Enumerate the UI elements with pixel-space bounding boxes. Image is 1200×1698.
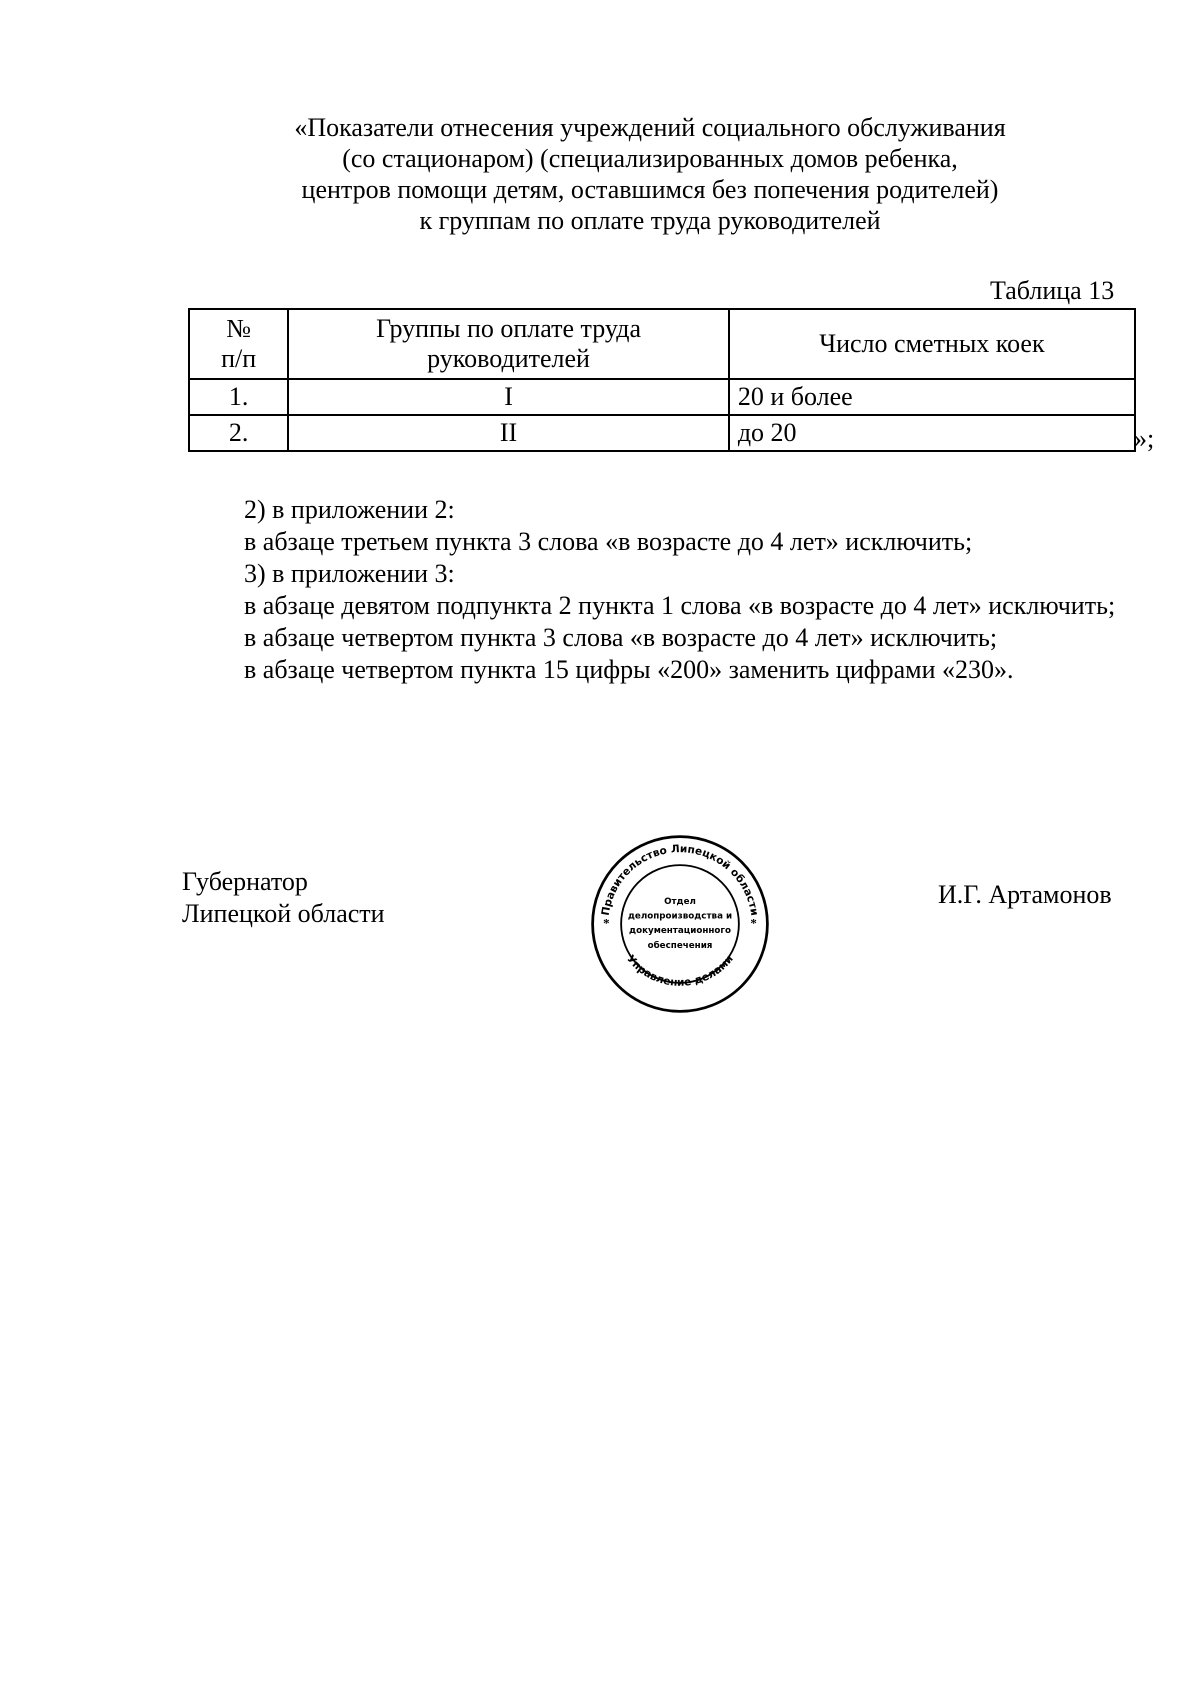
cell-number: 2. xyxy=(189,415,288,451)
stamp-center-line: делопроизводства и xyxy=(627,911,733,922)
paragraph: в абзаце третьем пункта 3 слова «в возрасте до 4 лет» исключить; xyxy=(244,527,973,556)
stamp-ring-text: Правительство Липецкой области xyxy=(599,843,761,917)
header-number xyxy=(189,309,288,379)
table-header-row xyxy=(189,309,1135,379)
paragraph: в абзаце четвертом пункта 15 цифры «200» заменить цифрами «230». xyxy=(244,655,1014,684)
title-line: к группам по оплате труда руководителей xyxy=(419,206,881,235)
header-beds-text: Число сметных коек xyxy=(819,329,1045,358)
stamp-center-line: обеспечения xyxy=(647,940,713,951)
document-title xyxy=(150,112,1150,236)
cell-group: I xyxy=(288,379,729,415)
cell-group: II xyxy=(288,415,729,451)
table-caption: Таблица 13 xyxy=(990,276,1115,305)
header-beds xyxy=(729,309,1135,379)
header-group xyxy=(288,309,729,379)
cell-number: 1. xyxy=(189,379,288,415)
paragraph: в абзаце девятом подпункта 2 пункта 1 слова «в возрасте до 4 лет» исключить; xyxy=(244,591,1116,620)
stamp-center xyxy=(628,897,732,951)
signer-position-line: Губернатор xyxy=(182,867,308,896)
paragraph: 3) в приложении 3: xyxy=(244,559,455,588)
stamp-bottom-text: Управление делами xyxy=(624,953,736,989)
stamp-center-line: документационного xyxy=(629,926,731,937)
official-stamp xyxy=(588,832,772,1016)
signer-name: И.Г. Артамонов xyxy=(938,880,1112,909)
title-line: (со стационаром) (специализированных домов ребенка, xyxy=(342,144,958,173)
table-row xyxy=(189,415,1135,451)
title-line: центров помощи детям, оставшимся без попечения родителей) xyxy=(301,175,999,204)
stamp-star-icon: * xyxy=(750,916,757,931)
stamp-center-line: Отдел xyxy=(664,896,696,907)
paragraph: в абзаце четвертом пункта 3 слова «в возрасте до 4 лет» исключить; xyxy=(244,623,998,652)
groups-table xyxy=(188,308,1136,452)
signer-position xyxy=(182,866,385,930)
paragraph: 2) в приложении 2: xyxy=(244,495,455,524)
cell-beds: 20 и более xyxy=(729,379,1135,415)
header-number-text: № п/п xyxy=(221,314,257,373)
title-line: «Показатели отнесения учреждений социального обслуживания xyxy=(294,113,1006,142)
header-group-text: Группы по оплате труда руководителей xyxy=(376,314,641,373)
cell-beds: до 20 xyxy=(729,415,1135,451)
stamp-star-icon: * xyxy=(603,916,610,931)
table-row xyxy=(189,379,1135,415)
amendments-text xyxy=(172,494,1138,686)
table-closing-quote: »; xyxy=(1134,424,1155,453)
signer-position-line: Липецкой области xyxy=(182,899,385,928)
